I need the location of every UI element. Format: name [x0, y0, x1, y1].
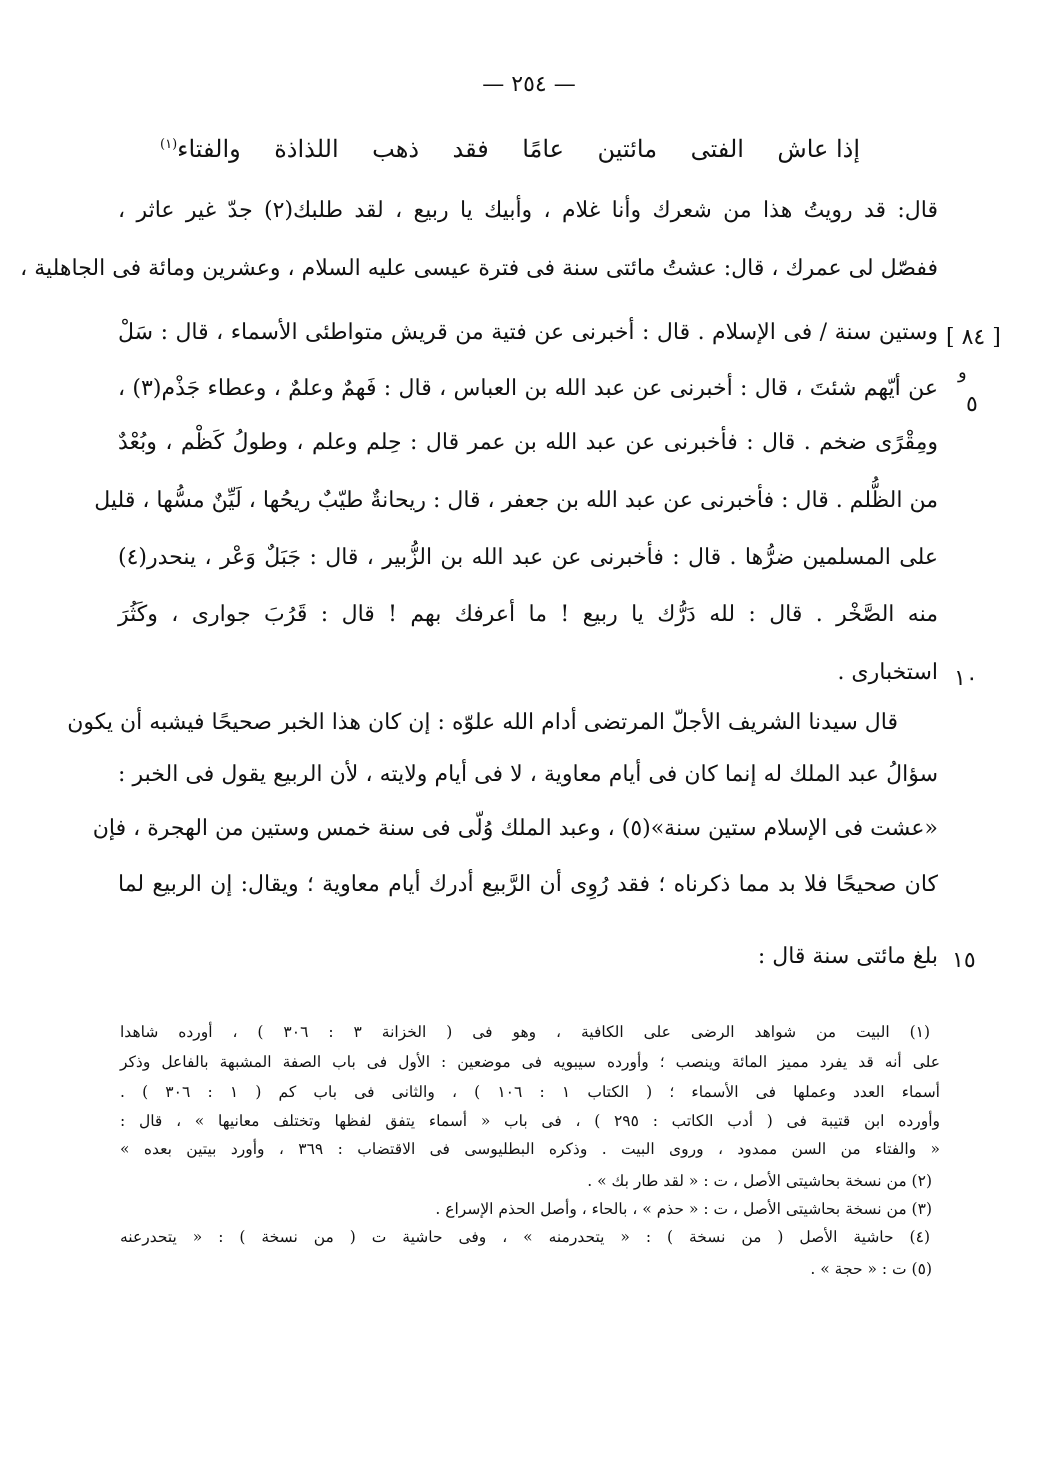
body-line: «عشت فى الإسلام ستين سنة»(٥) ، وعبد الملك وُلّى فى سنة خمس وستين من الهجرة ، فإن [92, 816, 938, 841]
footnote-line: (١) البيت من شواهد الرضى على الكافية ، وهو فى ( الخزانة ٣ : ٣٠٦ ) ، أورده شاهدا [120, 1023, 931, 1041]
body-line: استخبارى . [837, 660, 938, 685]
body-line: على المسلمين ضرُّها . قال : فأخبرنى عن عبد الله بن الزُّبير ، قال : جَبَلٌ وَعْر ، ينحدر(٤) [118, 545, 938, 570]
verse-word: اللذاذة [274, 135, 339, 163]
verse-word: والفتاء$^{(١)}$ [160, 135, 241, 163]
footnote-divider [120, 1005, 940, 1006]
body-line: كان صحيحًا فلا بد مما ذكرناه ؛ فقد رُوِى أن الرَّبيع أدرك أيام معاوية ؛ ويقال: إن الربيع لما [118, 872, 938, 897]
verse-word: عامًا [522, 135, 565, 163]
page-number: — ٢٥٤ — [482, 72, 576, 97]
body-line: ففصّل لى عمرك ، قال: عشتُ مائتى سنة فى فترة عيسى عليه السلام ، وعشرين ومائة فى الجاهلية ، [20, 256, 938, 281]
body-line: قال: قد رويتُ هذا من شعرك وأنا غلام ، وأبيك يا ربيع ، لقد طلبك(٢) جدّ غير عاثر ، [118, 198, 938, 223]
margin-line-number: ١٥ [952, 948, 976, 973]
footnote-line: أسماء العدد وعملها فى الأسماء ؛ ( الكتاب ١ : ١٠٦ ) ، والثانى فى باب كم ( ١ : ٣٠٦ ) . [120, 1083, 940, 1101]
margin-line-number: ٥ [966, 392, 978, 417]
body-line: من الظُّلم . قال : فأخبرنى عن عبد الله بن جعفر ، قال : ريحانةٌ طيّبٌ ريحُها ، لَيِّنٌ مسُّها ، قليل [94, 488, 938, 513]
footnote-line: وأورده ابن قتيبة فى ( أدب الكاتب : ٢٩٥ ) ، فى باب « أسماء يتفق لفظها وتختلف معانيها » ، قال : [120, 1112, 940, 1130]
footnote-line: (٥) ت : « حجة » . [810, 1260, 932, 1278]
verse [160, 135, 860, 163]
verse-word: ذهب [372, 135, 420, 163]
margin-waw: و [958, 362, 967, 383]
margin-line-number: ١٠ [954, 666, 978, 691]
verse-word: إذا عاش [777, 135, 860, 163]
footnote-line: « والفتاء من السن ممدود ، وروى البيت . وذكره البطليوسى فى الاقتضاب : ٣٦٩ ، وأورد بيتين بعده » [120, 1140, 940, 1158]
body-line: منه الصَّخْر . قال : لله دَرُّك يا ربيع ! ما أعرفك بهم ! قال : قَرُبَ جوارى ، وكَثُرَ [118, 602, 938, 627]
body-line: بلغ مائتى سنة قال : [757, 944, 938, 969]
body-line: وستين سنة / فى الإسلام . قال : أخبرنى عن فتية من قريش متواطئى الأسماء ، قال : سَلْ [118, 320, 938, 345]
verse-note: (١) [160, 137, 178, 152]
verse-word: مائتين [597, 135, 658, 163]
margin-page-ref: [ ٨٤ ] [946, 325, 1001, 350]
footnote-line: (٢) من نسخة بحاشيتى الأصل ، ت : « لقد طار بك » . [587, 1172, 932, 1190]
body-line: قال سيدنا الشريف الأجلّ المرتضى أدام الله علوّه : إن كان هذا الخبر صحيحًا فيشبه أن يكون [67, 710, 898, 735]
body-line: ومِقْرًى ضخم . قال : فأخبرنى عن عبد الله بن عمر قال : حِلم وعلم ، وطولُ كَظْم ، وبُعْدٌ [118, 430, 938, 455]
footnote-line: (٤) حاشية الأصل ( من نسخة ) : « يتحدرمنه » ، وفى حاشية ت ( من نسخة ) : « يتحدرعنه [120, 1228, 930, 1246]
verse-word: فقد [452, 135, 489, 163]
body-line: عن أيّهم شئتَ ، قال : أخبرنى عن عبد الله بن العباس ، قال : فَهمٌ وعلمٌ ، وعطاء جَذْم(٣) ، [118, 376, 939, 401]
footnote-line: على أنه قد يفرد مميز المائة وينصب ؛ وأورده سيبويه فى موضعين : الأول فى باب الصفة المشبهة بالفاعل وذكر [120, 1053, 940, 1071]
footnote-line: (٣) من نسخة بحاشيتى الأصل ، ت : « حذم » ، بالحاء ، وأصل الحذم الإسراع . [435, 1200, 932, 1218]
verse-word: الفتى [690, 135, 744, 163]
body-line: سؤالُ عبد الملك له إنما كان فى أيام معاوية ، لا فى أيام ولايته ، لأن الربيع يقول فى الخبر : [118, 762, 938, 787]
